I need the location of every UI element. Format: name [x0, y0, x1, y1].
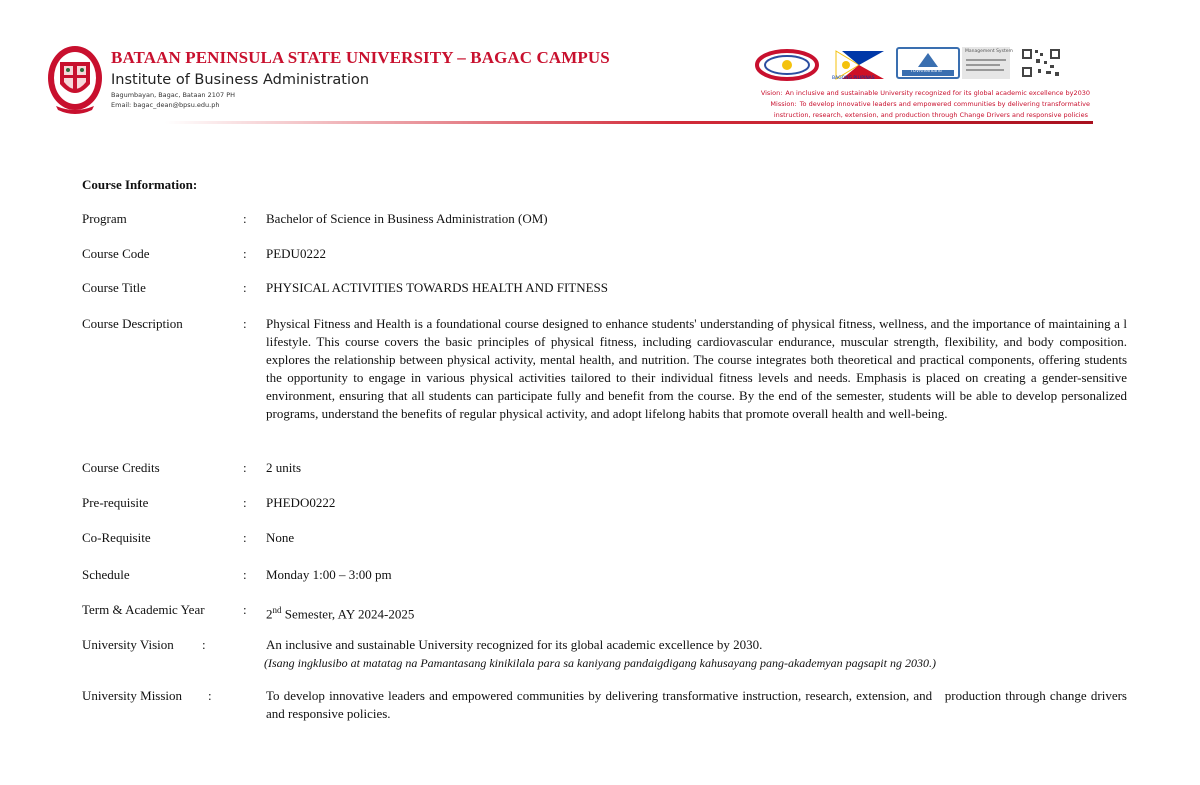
field-label: Co-Requisite — [82, 530, 151, 545]
field-label: University Vision — [82, 637, 174, 652]
mission-text-line1: To develop innovative leaders and empowered communities by delivering transformative — [799, 100, 1090, 108]
header-vision — [761, 89, 1090, 97]
header-mission-cont — [774, 111, 1088, 119]
field-value: Monday 1:00 – 3:00 pm — [266, 567, 392, 582]
field-label: Course Description — [82, 316, 183, 331]
bagong-pilipinas-caption: BAGONG PILIPINAS — [832, 76, 875, 81]
field-colon: : — [243, 602, 247, 617]
institute-name: Institute of Business Administration — [111, 72, 370, 88]
semester-text: Semester, AY 2024-2025 — [281, 606, 415, 622]
field-value: 2 units — [266, 460, 302, 475]
field-label: Course Code — [82, 246, 150, 261]
partner-seal-logo — [752, 47, 822, 83]
field-value: To develop innovative leaders and empowered communities by delivering transformative instruction, research, extension, and production through change drivers and responsive policies. — [266, 688, 1131, 721]
field-colon: : — [243, 246, 247, 261]
course-info-title: Course Information: — [82, 177, 198, 192]
field-label: Course Credits — [82, 460, 160, 475]
field-label: Program — [82, 211, 127, 226]
vision-tagalog: (Isang ingklusibo at matatag na Pamantasang kinikilala para sa kaniyang pandaigdigang kahusayang pang-akademyan pagsapit ng 2030.) — [264, 656, 936, 670]
university-name: BATAAN PENINSULA STATE UNIVERSITY – BAGAC CAMPUS — [111, 48, 610, 67]
campus-email: Email: bagac_dean@bpsu.edu.ph — [111, 101, 220, 109]
field-colon: : — [202, 637, 206, 652]
semester-ordinal: nd — [272, 605, 282, 615]
vision-text: An inclusive and sustainable University recognized for its global academic excellence by2030 — [785, 89, 1090, 97]
field-colon: : — [208, 688, 212, 703]
field-colon: : — [243, 495, 247, 510]
field-colon: : — [243, 211, 247, 226]
field-value — [266, 601, 1127, 623]
tuv-certification-logo — [896, 47, 960, 79]
field-value: PHYSICAL ACTIVITIES TOWARDS HEALTH AND FITNESS — [266, 280, 608, 295]
management-system-caption: Management System — [965, 49, 1013, 54]
document-header — [0, 0, 1200, 130]
field-label: Course Title — [82, 280, 146, 295]
tuv-caption: TÜVRheinland — [910, 69, 942, 74]
field-colon: : — [243, 460, 247, 475]
field-value: None — [266, 530, 295, 545]
field-value: An inclusive and sustainable University recognized for its global academic excellence by 2030. — [266, 637, 763, 652]
field-value: PHEDO0222 — [266, 495, 336, 510]
semester-number: 2 — [266, 606, 273, 622]
field-label: Schedule — [82, 567, 130, 582]
field-label: Pre-requisite — [82, 495, 149, 510]
campus-address: Bagumbayan, Bagac, Bataan 2107 PH — [111, 91, 236, 99]
header-divider — [165, 121, 1093, 124]
mission-label: Mission: — [770, 100, 797, 108]
qr-code-icon — [1020, 47, 1062, 79]
vision-label: Vision: — [760, 89, 783, 97]
field-value: Bachelor of Science in Business Administration (OM) — [266, 211, 548, 226]
field-colon: : — [243, 530, 247, 545]
field-value: Physical Fitness and Health is a foundational course designed to enhance students' understanding of physical fitness, wellness, and the importance of maintaining a l lifestyle. This course covers the basic principles of physical fitness, including cardiovascular endurance, muscular strength, flexibility, and body composition. explores the relationship between physical activity, mental health, and nutrition. The course integrates both theoretical and practical components, offering students the opportunity to engage in various physical activities tailored to their individual fitness levels and needs. Emphasis is placed on creating a gender-sensitive environment, ensuring that all students can participate fully and benefit from the course. By the end of the semester, students will be able to develop personalized programs, understand the benefits of regular physical activity, and adopt lifelong habits that promote overall health and well-being. — [266, 316, 1127, 421]
university-seal-logo — [46, 44, 104, 116]
field-colon: : — [243, 316, 247, 331]
field-value: PEDU0222 — [266, 246, 326, 261]
field-label: University Mission — [82, 688, 183, 703]
field-colon: : — [243, 567, 247, 582]
field-colon: : — [243, 280, 247, 295]
header-mission — [770, 100, 1090, 108]
field-label: Term & Academic Year — [82, 602, 205, 617]
mission-text-line2: instruction, research, extension, and production through Change Drivers and responsive policies — [773, 111, 1088, 119]
